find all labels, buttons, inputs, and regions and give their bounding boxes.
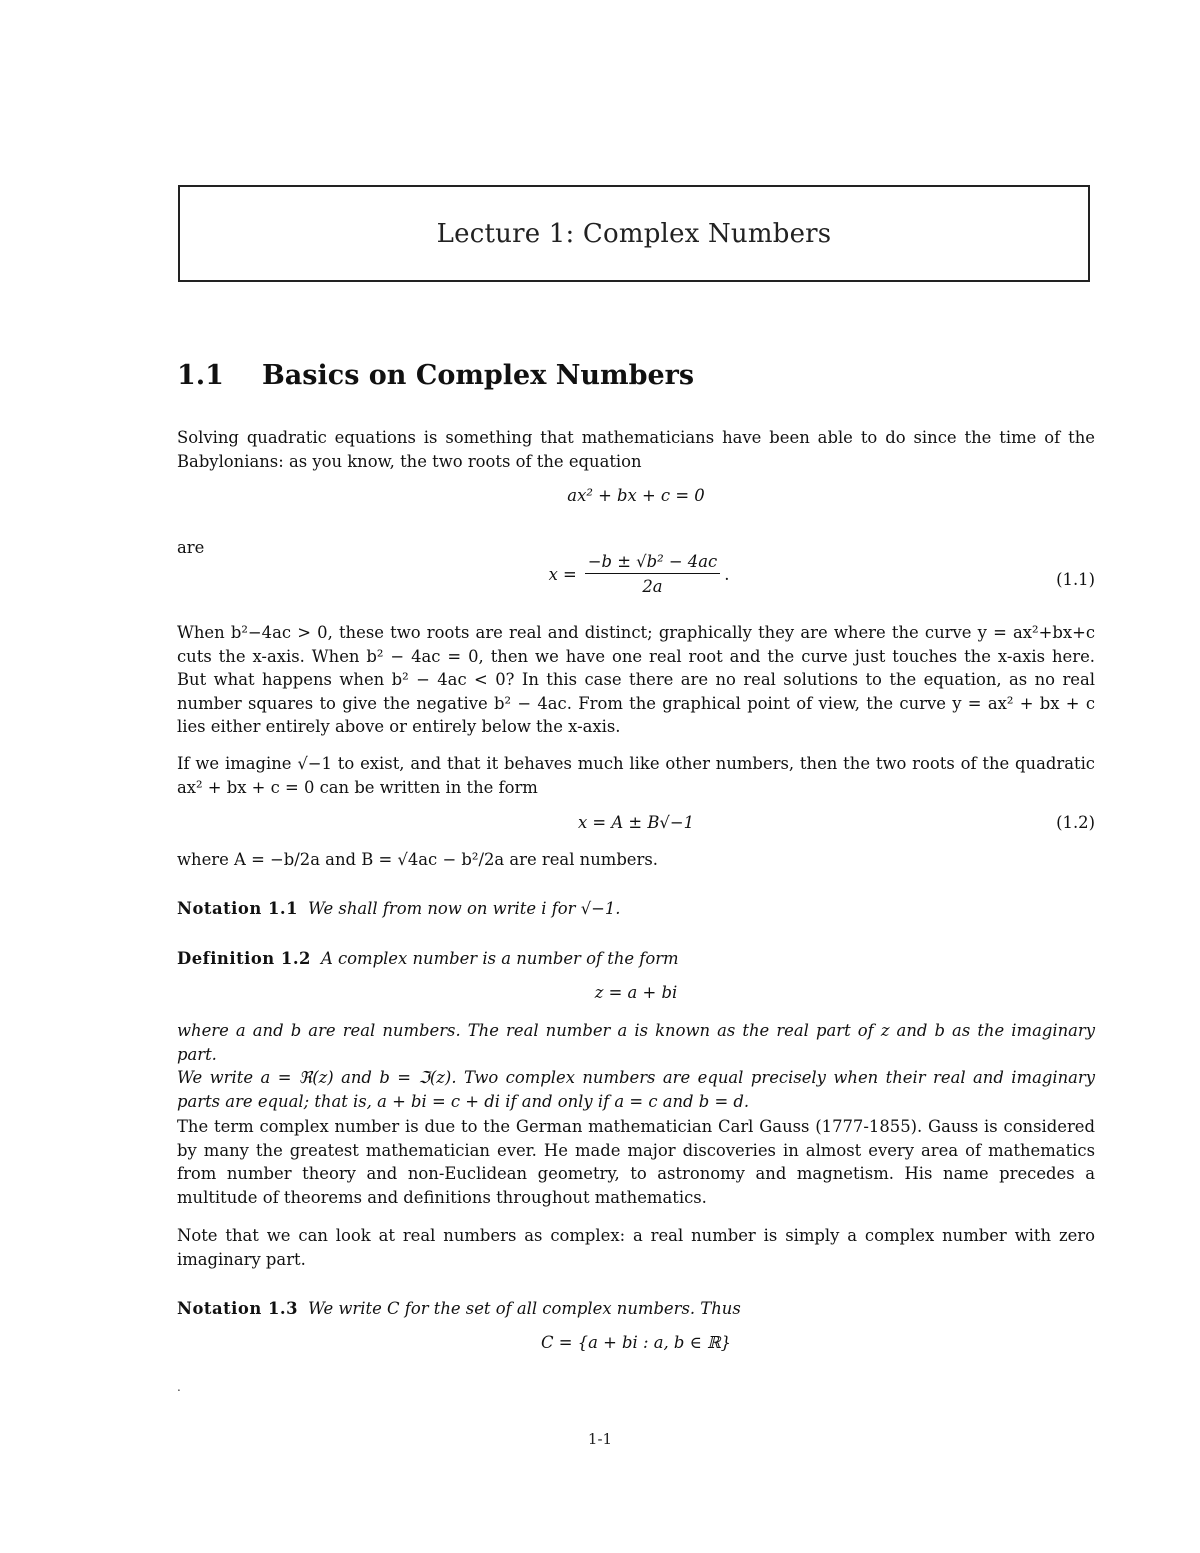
equation-quadratic: ax² + bx + c = 0	[567, 486, 705, 505]
fraction-numerator: −b ± √b² − 4ac	[585, 552, 720, 574]
section-title: Basics on Complex Numbers	[261, 360, 695, 391]
paragraph-discriminant	[177, 621, 1095, 739]
paragraph-gauss	[177, 1115, 1095, 1209]
section-heading	[177, 360, 694, 391]
paragraph-line: cuts the x-axis. When b² − 4ac = 0, then we have one real root and the curve just touches the x-axis here.	[177, 646, 1095, 666]
definition-label: Definition 1.2	[177, 949, 311, 968]
definition-text: A complex number is a number of the form	[320, 949, 679, 968]
paragraph-line: number squares to give the negative b² − 4ac. From the graphical point of view, the curve y = ax² + bx + c	[177, 693, 1095, 713]
paragraph-intro	[177, 426, 1095, 473]
lecture-title-box	[178, 185, 1090, 282]
lecture-title: Lecture 1: Complex Numbers	[436, 218, 832, 249]
equation-fraction	[585, 552, 720, 596]
paragraph-line: by many the greatest mathematician ever. He made major discoveries in almost every area of mathematics	[177, 1140, 1095, 1160]
equation-1-2: x = A ± B√−1	[577, 813, 695, 832]
paragraph-line: lies either entirely above or entirely below the x-axis.	[177, 717, 621, 736]
page-number: 1-1	[587, 1430, 613, 1448]
paragraph-line: imaginary part.	[177, 1249, 306, 1269]
notation-label: Notation 1.3	[177, 1299, 298, 1318]
trailing-dot: .	[177, 1380, 181, 1394]
paragraph-line: The term complex number is due to the German mathematician Carl Gauss (1777-1855). Gauss is considered	[177, 1117, 1095, 1136]
equation-1-1	[180, 552, 1098, 596]
paragraph-line: We write a = ℜ(z) and b = ℑ(z). Two complex numbers are equal precisely when their real and imaginary	[177, 1068, 1095, 1087]
notation-1-1	[177, 897, 1095, 921]
equation-complex-set: C = {a + bi : a, b ∈ ℝ}	[540, 1333, 731, 1352]
paragraph-line: where A = −b/2a and B = √4ac − b²/2a are real numbers.	[177, 850, 658, 869]
paragraph-line: where a and b are real numbers. The real number a is known as the real part of z and b as the imaginary part.	[177, 1021, 1095, 1064]
definition-body	[177, 1019, 1095, 1113]
equation-number: (1.2)	[1056, 813, 1095, 832]
definition-1-2	[177, 947, 1095, 971]
equation-number: (1.1)	[1056, 570, 1095, 589]
paragraph-line: multitude of theorems and definitions throughout mathematics.	[177, 1187, 707, 1207]
paragraph-line: Solving quadratic equations is something that mathematicians have been able to do since the time of the	[177, 428, 1095, 447]
paragraph-line: ax² + bx + c = 0 can be written in the form	[177, 777, 538, 797]
paragraph-line: Note that we can look at real numbers as complex: a real number is simply a complex number with zero	[177, 1226, 1095, 1245]
notation-text: We write C for the set of all complex numbers. Thus	[307, 1299, 741, 1318]
notation-text: We shall from now on write i for √−1.	[307, 899, 621, 918]
notation-label: Notation 1.1	[177, 899, 298, 918]
paragraph-line: parts are equal; that is, a + bi = c + di if and only if a = c and b = d.	[177, 1091, 750, 1111]
section-number: 1.1	[177, 360, 224, 391]
paragraph-real-numbers	[177, 1224, 1095, 1271]
paragraph-line: are	[177, 538, 205, 557]
equation-period: .	[724, 564, 730, 584]
paragraph-imagine	[177, 752, 1095, 799]
paragraph-line: Babylonians: as you know, the two roots of the equation	[177, 451, 642, 471]
notation-1-3	[177, 1297, 1095, 1321]
fraction-denominator: 2a	[642, 577, 663, 596]
equation-lhs: x =	[548, 564, 577, 584]
paragraph-line: But what happens when b² − 4ac < 0? In this case there are no real solutions to the equation, as no real	[177, 670, 1095, 689]
paragraph-line: If we imagine √−1 to exist, and that it behaves much like other numbers, then the two roots of the quadratic	[177, 754, 1095, 773]
paragraph-where	[177, 848, 1095, 872]
paragraph-line: from number theory and non-Euclidean geometry, to astronomy and magnetism. His name precedes a	[177, 1164, 1095, 1183]
equation-z: z = a + bi	[594, 983, 678, 1002]
paragraph-line: When b²−4ac > 0, these two roots are real and distinct; graphically they are where the curve y = ax²+bx+c	[177, 623, 1095, 642]
